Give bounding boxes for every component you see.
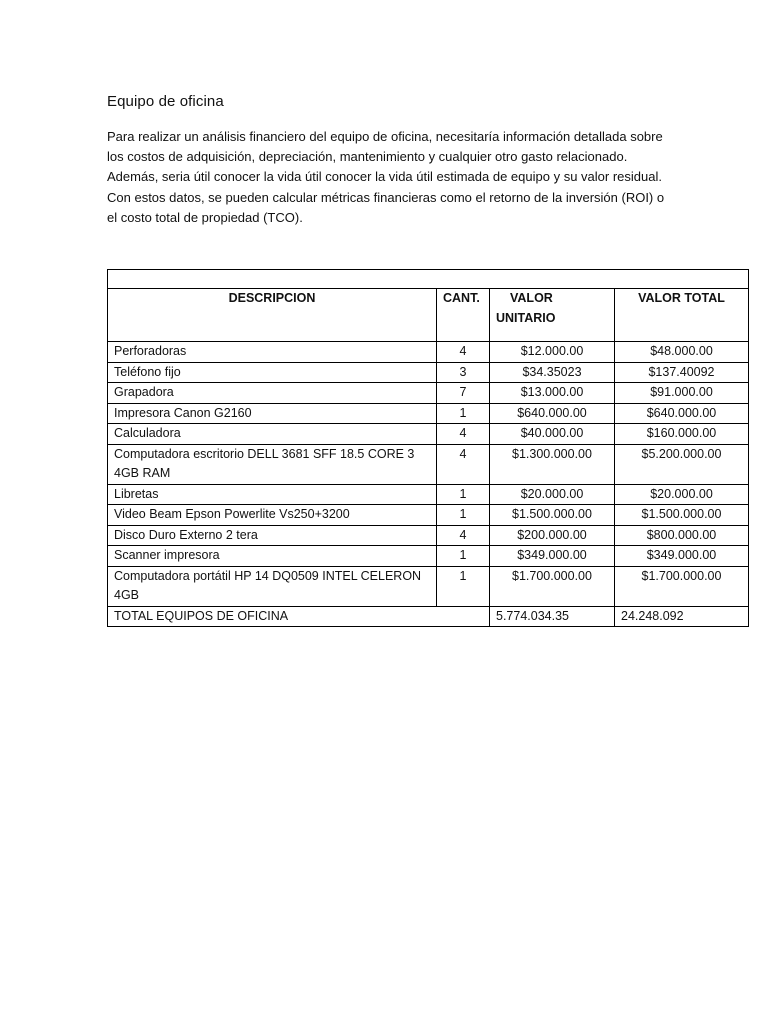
- row-quantity: 1: [437, 484, 490, 505]
- row-unit-value: $1.300.000.00: [490, 444, 615, 484]
- table-row: [108, 546, 749, 567]
- row-quantity: 1: [437, 566, 490, 606]
- row-total-value: $160.000.00: [615, 424, 749, 445]
- row-quantity: 1: [437, 403, 490, 424]
- row-unit-value: $12.000.00: [490, 342, 615, 363]
- table-row: [108, 403, 749, 424]
- intro-paragraph: Para realizar un análisis financiero del equipo de oficina, necesitaría información detallada sobre los costos de adquisición, depreciación, mantenimiento y cualquier otro gasto relacionado. Además, seria útil conocer la vida útil conocer la vida útil estimada de equipo y su valor residual. Con estos datos, se pueden calcular métricas financieras como el retorno de la inversión (ROI) o el costo total de propiedad (TCO).: [107, 129, 665, 225]
- row-unit-value: $1.500.000.00: [490, 505, 615, 526]
- row-description: Computadora escritorio DELL 3681 SFF 18.5 CORE 3 4GB RAM: [108, 444, 437, 484]
- table-row: [108, 362, 749, 383]
- header-unit-value: [490, 289, 615, 342]
- header-description: DESCRIPCION: [108, 289, 437, 342]
- table-row: [108, 505, 749, 526]
- row-unit-value: $640.000.00: [490, 403, 615, 424]
- table-row: [108, 566, 749, 606]
- table-row: [108, 424, 749, 445]
- row-unit-value: $20.000.00: [490, 484, 615, 505]
- row-total-value: $48.000.00: [615, 342, 749, 363]
- header-total-value: VALOR TOTAL: [615, 289, 749, 342]
- table-row: [108, 342, 749, 363]
- row-unit-value: $200.000.00: [490, 525, 615, 546]
- row-total-value: $1.700.000.00: [615, 566, 749, 606]
- row-quantity: 7: [437, 383, 490, 404]
- row-total-value: $91.000.00: [615, 383, 749, 404]
- total-total-value: 24.248.092: [615, 606, 749, 627]
- table-row: [108, 525, 749, 546]
- total-label: TOTAL EQUIPOS DE OFICINA: [108, 606, 490, 627]
- row-unit-value: $34.35023: [490, 362, 615, 383]
- row-total-value: $5.200.000.00: [615, 444, 749, 484]
- row-total-value: $1.500.000.00: [615, 505, 749, 526]
- row-unit-value: $13.000.00: [490, 383, 615, 404]
- table-blank-row: [108, 270, 749, 289]
- row-total-value: $20.000.00: [615, 484, 749, 505]
- row-description: Scanner impresora: [108, 546, 437, 567]
- row-description: Impresora Canon G2160: [108, 403, 437, 424]
- row-quantity: 4: [437, 424, 490, 445]
- row-total-value: $349.000.00: [615, 546, 749, 567]
- header-unit-value-line1: VALOR: [510, 291, 553, 305]
- row-unit-value: $40.000.00: [490, 424, 615, 445]
- table-blank-cell: [108, 270, 749, 289]
- row-total-value: $640.000.00: [615, 403, 749, 424]
- table-row: [108, 444, 749, 484]
- row-quantity: 4: [437, 444, 490, 484]
- row-quantity: 3: [437, 362, 490, 383]
- row-unit-value: $349.000.00: [490, 546, 615, 567]
- row-description: Perforadoras: [108, 342, 437, 363]
- row-total-value: $137.40092: [615, 362, 749, 383]
- page-title: Equipo de oficina: [107, 93, 224, 110]
- row-unit-value: $1.700.000.00: [490, 566, 615, 606]
- row-description: Calculadora: [108, 424, 437, 445]
- row-description: Teléfono fijo: [108, 362, 437, 383]
- table-header-row: [108, 289, 749, 342]
- header-unit-value-line2: UNITARIO: [496, 310, 556, 325]
- table-total-row: [108, 606, 749, 627]
- row-description: Disco Duro Externo 2 tera: [108, 525, 437, 546]
- row-description: Video Beam Epson Powerlite Vs250+3200: [108, 505, 437, 526]
- header-quantity: CANT.: [437, 289, 490, 342]
- total-unit-value: 5.774.034.35: [490, 606, 615, 627]
- table-row: [108, 484, 749, 505]
- table-body: [108, 342, 749, 607]
- row-description: Libretas: [108, 484, 437, 505]
- row-quantity: 1: [437, 505, 490, 526]
- row-quantity: 4: [437, 342, 490, 363]
- row-description: Computadora portátil HP 14 DQ0509 INTEL CELERON 4GB: [108, 566, 437, 606]
- table-row: [108, 383, 749, 404]
- row-quantity: 1: [437, 546, 490, 567]
- row-total-value: $800.000.00: [615, 525, 749, 546]
- equipment-table: [107, 269, 749, 627]
- row-quantity: 4: [437, 525, 490, 546]
- row-description: Grapadora: [108, 383, 437, 404]
